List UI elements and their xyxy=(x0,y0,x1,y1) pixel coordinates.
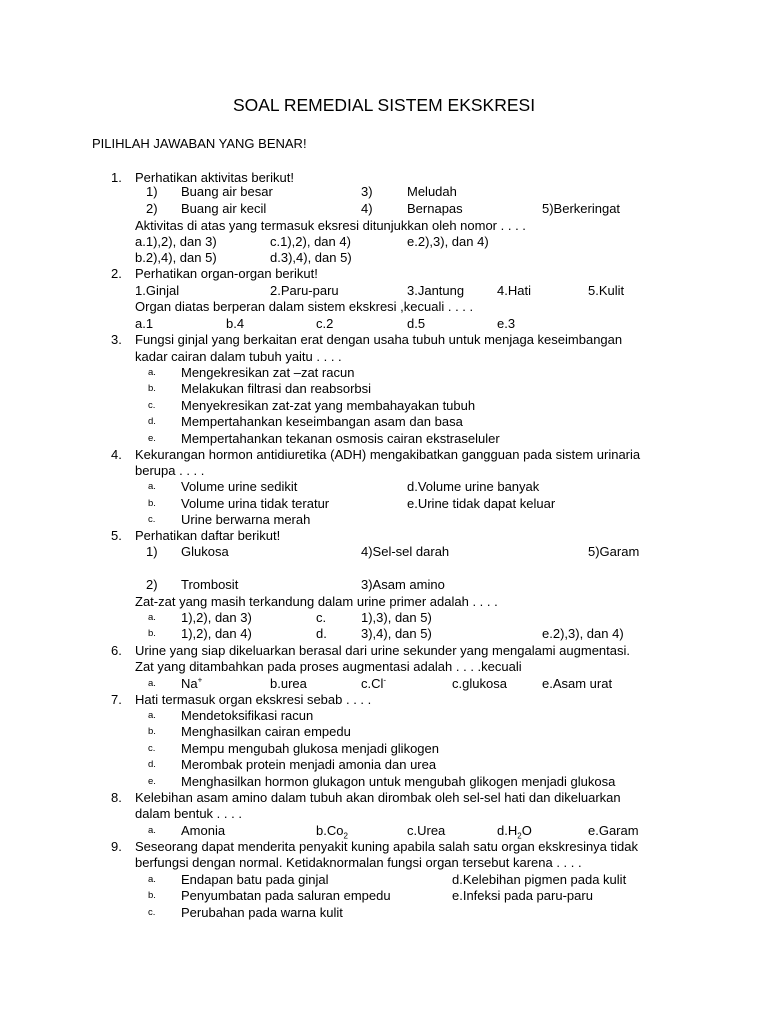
answer-option: c.Urea xyxy=(407,823,446,838)
answer-option: b. Menghasilkan cairan empedu xyxy=(148,724,351,739)
answer-option: b.urea xyxy=(270,676,307,691)
answer-option: 1),2), dan 3) xyxy=(181,610,252,625)
question-number: 9. xyxy=(111,839,122,854)
question-text: Fungsi ginjal yang berkaitan erat dengan usaha tubuh untuk menjaga keseimbangan xyxy=(135,332,623,347)
question-number: 6. xyxy=(111,643,122,658)
list-item: 1) Glukosa 4)Sel-sel darah 5)Garam xyxy=(146,544,640,559)
question-text: Seseorang dapat menderita penyakit kuning apabila salah satu organ ekskresinya tidak xyxy=(135,839,638,854)
question-text: berupa . . . . xyxy=(135,463,205,478)
answer-option: e.Asam urat xyxy=(542,676,613,691)
answer-option: b.4 xyxy=(226,316,245,331)
answer-option: b.2),4), dan 5) xyxy=(135,250,217,265)
answer-option: e.3 xyxy=(497,316,516,331)
answer-option: 3),4), dan 5) xyxy=(361,626,432,641)
answer-option: c.Cl- xyxy=(361,675,387,691)
question-number: 7. xyxy=(111,692,122,707)
answer-option: a.1),2), dan 3) xyxy=(135,234,217,249)
instruction: PILIHLAH JAWABAN YANG BENAR! xyxy=(92,136,307,151)
answer-option: Amonia xyxy=(181,823,226,838)
question-stem: Zat-zat yang masih terkandung dalam urine primer adalah . . . . xyxy=(135,594,498,609)
question-stem: Organ diatas berperan dalam sistem ekskresi ,kecuali . . . . xyxy=(135,299,474,314)
answer-option: b. Volume urina tidak teratur e.Urine tidak dapat keluar xyxy=(148,496,556,511)
answer-options xyxy=(0,249,768,266)
answer-option: e.Garam xyxy=(588,823,639,838)
answer-option: d.5 xyxy=(407,316,426,331)
question-number: 5. xyxy=(111,528,122,543)
answer-options: a. Na+ b.urea c.Cl- c.glukosa e.Asam urat xyxy=(148,675,613,691)
answer-option: Na+ xyxy=(181,675,203,691)
answer-option: c.2 xyxy=(316,316,334,331)
answer-option: 1),3), dan 5) xyxy=(361,610,432,625)
question-number: 4. xyxy=(111,447,122,462)
answer-option: e.2),3), dan 4) xyxy=(407,234,489,249)
answer-option: a. Endapan batu pada ginjal d.Kelebihan pigmen pada kulit xyxy=(148,872,627,887)
answer-option: a. Mengekresikan zat –zat racun xyxy=(148,365,355,380)
answer-option: c. Mempu mengubah glukosa menjadi glikogen xyxy=(148,741,439,756)
answer-option: $d.H_2O$ xyxy=(497,823,532,841)
question-text: Kekurangan hormon antidiuretika (ADH) mengakibatkan gangguan pada sistem urinaria xyxy=(135,447,641,462)
answer-option: a.1 xyxy=(135,316,154,331)
question-text: Hati termasuk organ ekskresi sebab . . . . xyxy=(135,692,372,707)
question-text: dalam bentuk . . . . xyxy=(135,806,242,821)
answer-option: d. Merombak protein menjadi amonia dan urea xyxy=(148,757,437,772)
list-item: 1) Buang air besar 3) Meludah xyxy=(146,184,457,199)
question-number: 2. xyxy=(111,266,122,281)
answer-option: c. Perubahan pada warna kulit xyxy=(148,905,343,920)
list-item: 1.Ginjal 2.Paru-paru 3.Jantung 4.Hati 5.Kulit xyxy=(135,283,625,298)
question-text: Perhatikan aktivitas berikut! xyxy=(135,170,294,185)
question-text: Perhatikan daftar berikut! xyxy=(135,528,281,543)
answer-option: $b.Co_2$ xyxy=(316,823,348,841)
answer-option: c. Urine berwarna merah xyxy=(148,512,311,527)
answer-option: c. Menyekresikan zat-zat yang membahayakan tubuh xyxy=(148,398,476,413)
question-text: kadar cairan dalam tubuh yaitu . . . . xyxy=(135,349,342,364)
answer-option: d.3),4), dan 5) xyxy=(270,250,352,265)
question-text: Kelebihan asam amino dalam tubuh akan dirombak oleh sel-sel hati dan dikeluarkan xyxy=(135,790,621,805)
answer-options: a. Amonia $b.Co_2$ c.Urea $d.H_2O$ e.Garam xyxy=(148,823,639,841)
answer-option: b. Penyumbatan pada saluran empedu e.Infeksi pada paru-paru xyxy=(148,888,593,903)
answer-options xyxy=(0,233,768,250)
answer-option: 1),2), dan 4) xyxy=(181,626,252,641)
question-text: Urine yang siap dikeluarkan berasal dari urine sekunder yang mengalami augmentasi. xyxy=(135,643,631,658)
answer-option: e.2),3), dan 4) xyxy=(542,626,624,641)
question-number: 3. xyxy=(111,332,122,347)
question-text: Perhatikan organ-organ berikut! xyxy=(135,266,318,281)
answer-option: c.1),2), dan 4) xyxy=(270,234,351,249)
document-title: SOAL REMEDIAL SISTEM EKSKRESI xyxy=(232,95,536,115)
list-item: 2) Trombosit 3)Asam amino xyxy=(146,577,445,592)
answer-option: e. Mempertahankan tekanan osmosis cairan ekstraseluler xyxy=(148,431,500,446)
answer-option: b. Melakukan filtrasi dan reabsorbsi xyxy=(148,381,372,396)
answer-options xyxy=(0,315,768,332)
answer-options: b. 1),2), dan 4) d. 3),4), dan 5) e.2),3), dan 4) xyxy=(148,626,624,641)
question-stem: Aktivitas di atas yang termasuk eksresi ditunjukkan oleh nomor . . . . xyxy=(135,218,526,233)
question-number: 8. xyxy=(111,790,122,805)
answer-option: e. Menghasilkan hormon glukagon untuk mengubah glikogen menjadi glukosa xyxy=(148,774,616,789)
answer-option: c.glukosa xyxy=(452,676,507,691)
question-number: 1. xyxy=(111,170,122,185)
answer-option: d. Mempertahankan keseimbangan asam dan basa xyxy=(148,414,463,429)
list-item: 2) Buang air kecil 4) Bernapas 5)Berkeringat xyxy=(146,201,621,216)
question-text: berfungsi dengan normal. Ketidaknormalan fungsi organ tersebut karena . . . . xyxy=(135,855,582,870)
answer-options: a. 1),2), dan 3) c. 1),3), dan 5) xyxy=(148,610,432,625)
answer-option: a. Volume urine sedikit d.Volume urine banyak xyxy=(148,479,540,494)
question-text: Zat yang ditambahkan pada proses augmentasi adalah . . . .kecuali xyxy=(135,659,522,674)
answer-option: a. Mendetoksifikasi racun xyxy=(148,708,314,723)
